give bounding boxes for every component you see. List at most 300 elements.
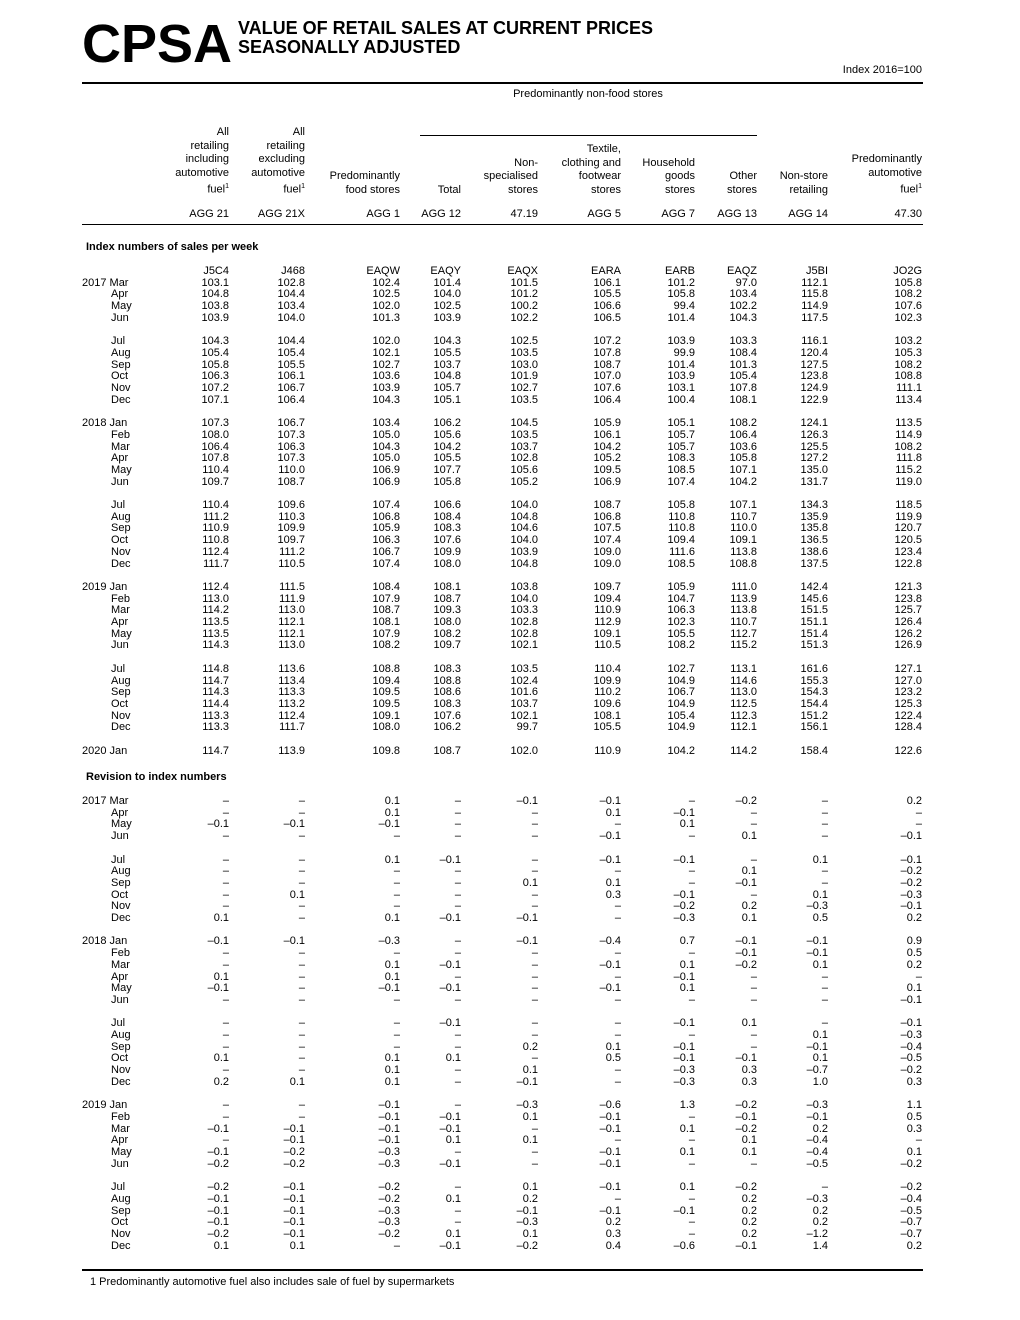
table-cell: 0.5 bbox=[605, 1052, 621, 1065]
table-cell: 0.1 bbox=[679, 1122, 695, 1135]
table-cell: – bbox=[222, 853, 229, 866]
table-cell: 104.4 bbox=[277, 335, 305, 348]
table-cell: 107.4 bbox=[593, 534, 621, 547]
table-cell: – bbox=[298, 947, 305, 960]
table-cell: 107.9 bbox=[372, 592, 400, 605]
table-row bbox=[0, 1241, 1020, 1253]
table-cell: 0.1 bbox=[384, 912, 400, 924]
table-cell: 127.1 bbox=[894, 662, 922, 675]
row-label: Apr bbox=[111, 806, 129, 819]
row-label: May bbox=[111, 627, 132, 640]
table-cell: –0.5 bbox=[806, 1157, 828, 1170]
table-cell: 106.3 bbox=[277, 440, 305, 453]
table-cell: 106.7 bbox=[667, 686, 695, 699]
table-cell: – bbox=[614, 1134, 621, 1147]
table-row bbox=[0, 1159, 1020, 1171]
table-row bbox=[0, 890, 1020, 902]
column-header-line: fuel$^1$ bbox=[207, 182, 229, 196]
table-cell: –0.1 bbox=[806, 935, 828, 948]
table-cell: –0.1 bbox=[673, 888, 695, 901]
row-label: Mar bbox=[111, 1122, 130, 1135]
table-cell: –0.1 bbox=[207, 818, 229, 831]
table-cell: 0.2 bbox=[741, 1204, 757, 1217]
table-cell: 113.3 bbox=[278, 686, 305, 699]
table-cell: 110.4 bbox=[202, 499, 229, 511]
table-cell: 105.8 bbox=[729, 452, 757, 465]
table-row bbox=[0, 348, 1020, 360]
table-cell: 1.1 bbox=[906, 1099, 922, 1112]
table-cell: 123.4 bbox=[894, 545, 922, 558]
table-cell: 108.5 bbox=[667, 557, 695, 570]
table-cell: 102.0 bbox=[510, 744, 538, 757]
table-cell: – bbox=[454, 1216, 461, 1229]
table-cell: – bbox=[454, 1181, 461, 1194]
table-cell: 106.3 bbox=[201, 370, 229, 383]
table-row bbox=[0, 796, 1020, 808]
table-cell: – bbox=[750, 818, 757, 831]
row-label: Apr bbox=[111, 1134, 129, 1147]
table-cell: – bbox=[222, 888, 229, 901]
title-line-1: VALUE OF RETAIL SALES AT CURRENT PRICES bbox=[238, 18, 654, 38]
table-cell: 0.1 bbox=[213, 1239, 229, 1252]
table-cell: 1.0 bbox=[812, 1075, 828, 1088]
table-cell: 125.5 bbox=[800, 440, 828, 453]
column-header bbox=[763, 127, 828, 197]
table-cell: 103.1 bbox=[667, 382, 695, 394]
column-header bbox=[406, 127, 461, 197]
table-cell: –0.1 bbox=[439, 1017, 461, 1030]
table-cell: 102.5 bbox=[372, 288, 400, 301]
table-cell: – bbox=[454, 865, 461, 878]
table-cell: 123.2 bbox=[894, 686, 922, 699]
table-cell: 103.9 bbox=[372, 382, 400, 394]
table-cell: EARA bbox=[591, 265, 621, 277]
table-cell: 103.3 bbox=[729, 335, 757, 348]
column-header bbox=[627, 127, 695, 197]
table-cell: 102.8 bbox=[510, 616, 538, 628]
row-label: 2017 Mar bbox=[82, 276, 129, 289]
table-cell: – bbox=[454, 935, 461, 948]
row-label: Jul bbox=[111, 1181, 126, 1194]
table-cell: 108.2 bbox=[894, 358, 922, 371]
row-label: 2020 Jan bbox=[82, 744, 128, 757]
column-header-line: All bbox=[292, 126, 305, 139]
table-cell: –0.1 bbox=[900, 900, 922, 913]
table-cell: 0.2 bbox=[741, 1227, 757, 1240]
table-cell: 110.4 bbox=[594, 662, 621, 675]
table-cell: –0.1 bbox=[207, 1204, 229, 1217]
table-cell: 110.4 bbox=[202, 463, 229, 476]
table-cell: –0.1 bbox=[599, 982, 621, 995]
table-cell: 127.0 bbox=[894, 674, 922, 687]
table-cell: –0.3 bbox=[516, 1099, 538, 1112]
table-cell: – bbox=[821, 830, 828, 843]
table-cell: 104.8 bbox=[510, 510, 538, 523]
index-base: Index 2016=100 bbox=[842, 64, 922, 76]
table-cell: 105.7 bbox=[433, 382, 461, 394]
table-cell: 0.1 bbox=[812, 1052, 828, 1065]
table-cell: 108.1 bbox=[729, 393, 757, 406]
table-cell: 107.8 bbox=[593, 346, 621, 359]
table-cell: 113.3 bbox=[202, 721, 229, 734]
table-cell: 114.7 bbox=[202, 674, 229, 687]
table-cell: 99.9 bbox=[673, 346, 695, 359]
table-cell: 105.0 bbox=[372, 428, 400, 441]
table-cell: 100.4 bbox=[667, 393, 695, 406]
table-row bbox=[0, 1030, 1020, 1042]
table-cell: 103.5 bbox=[510, 662, 538, 675]
table-cell: 0.1 bbox=[741, 912, 757, 924]
table-cell: – bbox=[454, 795, 461, 807]
row-label: Feb bbox=[111, 428, 130, 441]
table-cell: 110.8 bbox=[668, 510, 695, 523]
table-cell: 106.4 bbox=[729, 428, 757, 441]
table-row bbox=[0, 266, 1020, 278]
table-row bbox=[0, 430, 1020, 442]
row-label: Sep bbox=[111, 1040, 131, 1053]
table-cell: – bbox=[222, 958, 229, 971]
table-row bbox=[0, 808, 1020, 820]
table-cell: 154.3 bbox=[800, 686, 828, 699]
table-cell: 104.8 bbox=[510, 557, 538, 570]
table-cell: 109.9 bbox=[593, 674, 621, 687]
table-cell: –0.3 bbox=[673, 912, 695, 924]
table-cell: 105.8 bbox=[433, 475, 461, 488]
table-cell: – bbox=[688, 1110, 695, 1123]
table-cell: –0.4 bbox=[599, 935, 621, 948]
table-cell: – bbox=[821, 876, 828, 889]
title-line-2: SEASONALLY ADJUSTED bbox=[238, 37, 461, 57]
table-cell: 0.1 bbox=[605, 876, 621, 889]
table-row bbox=[0, 972, 1020, 984]
table-cell: – bbox=[688, 830, 695, 843]
table-cell: – bbox=[454, 900, 461, 913]
table-cell: – bbox=[531, 947, 538, 960]
table-cell: 114.9 bbox=[895, 428, 922, 441]
table-cell: 125.7 bbox=[894, 604, 922, 617]
table-cell: 122.9 bbox=[800, 393, 828, 406]
table-cell: 0.1 bbox=[679, 818, 695, 831]
table-cell: 109.3 bbox=[433, 604, 461, 617]
table-cell: –0.1 bbox=[900, 1017, 922, 1030]
table-cell: 136.5 bbox=[800, 534, 828, 547]
table-row bbox=[0, 1053, 1020, 1065]
table-cell: – bbox=[222, 1110, 229, 1123]
table-cell: 104.0 bbox=[433, 288, 461, 301]
table-cell: 108.4 bbox=[433, 510, 461, 523]
table-cell: 104.2 bbox=[433, 440, 461, 453]
table-row bbox=[0, 664, 1020, 676]
table-cell: 114.2 bbox=[730, 744, 757, 757]
table-cell: 105.5 bbox=[433, 452, 461, 465]
table-row bbox=[0, 477, 1020, 489]
table-cell: 0.9 bbox=[906, 935, 922, 948]
table-cell: 106.1 bbox=[593, 276, 621, 289]
table-cell: 101.4 bbox=[667, 358, 695, 371]
row-label: Sep bbox=[111, 358, 131, 371]
table-cell: – bbox=[393, 1040, 400, 1053]
table-cell: 107.1 bbox=[729, 499, 757, 511]
table-cell: –0.4 bbox=[806, 1134, 828, 1147]
table-cell: 107.4 bbox=[372, 557, 400, 570]
table-cell: 112.5 bbox=[730, 697, 757, 710]
table-cell: 105.8 bbox=[201, 358, 229, 371]
table-cell: 99.7 bbox=[516, 721, 538, 734]
table-cell: – bbox=[750, 970, 757, 983]
row-label: May bbox=[111, 463, 132, 476]
bottom-rule bbox=[82, 1269, 923, 1271]
table-cell: 102.5 bbox=[433, 300, 461, 313]
table-cell: –0.1 bbox=[673, 853, 695, 866]
table-cell: –0.2 bbox=[516, 1239, 538, 1252]
table-cell: –0.1 bbox=[378, 818, 400, 831]
table-cell: –0.2 bbox=[207, 1227, 229, 1240]
table-cell: 108.2 bbox=[667, 639, 695, 652]
table-row bbox=[0, 1217, 1020, 1229]
table-cell: –0.1 bbox=[673, 970, 695, 983]
table-cell: – bbox=[298, 970, 305, 983]
table-row bbox=[0, 383, 1020, 395]
table-cell: – bbox=[298, 830, 305, 843]
table-cell: 102.3 bbox=[667, 616, 695, 628]
table-cell: –0.1 bbox=[735, 1239, 757, 1252]
table-cell: –0.1 bbox=[516, 795, 538, 807]
column-header-line: Predominantly bbox=[851, 153, 922, 166]
table-cell: 103.2 bbox=[894, 335, 922, 348]
table-cell: 102.8 bbox=[510, 627, 538, 640]
table-cell: 0.2 bbox=[741, 1192, 757, 1205]
table-cell: – bbox=[298, 1052, 305, 1065]
table-cell: 106.4 bbox=[277, 393, 305, 406]
table-cell: –0.1 bbox=[283, 1192, 305, 1205]
table-cell: 105.3 bbox=[894, 346, 922, 359]
table-cell: 108.3 bbox=[433, 697, 461, 710]
table-cell: – bbox=[298, 795, 305, 807]
table-cell: – bbox=[614, 865, 621, 878]
table-cell: –0.5 bbox=[900, 1204, 922, 1217]
table-cell: 151.5 bbox=[800, 604, 828, 617]
table-cell: – bbox=[614, 1064, 621, 1077]
table-cell: 104.2 bbox=[729, 475, 757, 488]
table-row bbox=[0, 395, 1020, 407]
table-cell: –0.1 bbox=[900, 993, 922, 1006]
table-cell: 0.1 bbox=[812, 1029, 828, 1041]
table-cell: 131.7 bbox=[800, 475, 828, 488]
table-cell: 145.6 bbox=[800, 592, 828, 605]
table-row bbox=[0, 1229, 1020, 1241]
table-cell: –0.2 bbox=[673, 900, 695, 913]
table-cell: –0.1 bbox=[283, 818, 305, 831]
table-cell: 105.4 bbox=[201, 346, 229, 359]
table-cell: 114.6 bbox=[730, 674, 757, 687]
table-cell: 112.1 bbox=[278, 627, 305, 640]
table-cell: 113.1 bbox=[730, 662, 757, 675]
table-cell: 104.5 bbox=[510, 417, 538, 430]
table-cell: 135.0 bbox=[800, 463, 828, 476]
table-cell: 0.1 bbox=[384, 958, 400, 971]
table-cell: 111.5 bbox=[279, 580, 305, 593]
table-cell: 110.8 bbox=[202, 534, 229, 547]
column-header-line: All bbox=[216, 126, 229, 139]
table-cell: 0.1 bbox=[522, 1064, 538, 1077]
table-row bbox=[0, 1194, 1020, 1206]
table-cell: –0.2 bbox=[735, 958, 757, 971]
table-cell: – bbox=[222, 1040, 229, 1053]
table-cell: – bbox=[531, 830, 538, 843]
table-cell: – bbox=[298, 993, 305, 1006]
row-label: 2019 Jan bbox=[82, 1099, 128, 1112]
table-row bbox=[0, 500, 1020, 512]
row-label: Aug bbox=[111, 865, 131, 878]
table-row bbox=[0, 699, 1020, 711]
table-cell: 110.9 bbox=[594, 604, 621, 617]
table-cell: 0.3 bbox=[605, 1227, 621, 1240]
column-header bbox=[832, 127, 922, 197]
table-cell: 102.5 bbox=[510, 335, 538, 348]
table-row bbox=[0, 995, 1020, 1007]
table-cell: 108.8 bbox=[433, 674, 461, 687]
table-cell: 0.1 bbox=[522, 876, 538, 889]
table-cell: –0.2 bbox=[900, 1181, 922, 1194]
table-cell: –0.3 bbox=[378, 1204, 400, 1217]
top-rule bbox=[82, 82, 923, 84]
table-cell: 105.5 bbox=[593, 721, 621, 734]
table-cell: –0.6 bbox=[673, 1239, 695, 1252]
table-cell: 104.3 bbox=[201, 335, 229, 348]
table-cell: –0.1 bbox=[599, 1146, 621, 1158]
row-label: Apr bbox=[111, 288, 129, 301]
table-row bbox=[0, 1018, 1020, 1030]
table-cell: 109.6 bbox=[277, 499, 305, 511]
section-title: Index numbers of sales per week bbox=[86, 241, 259, 253]
section-title: Revision to index numbers bbox=[86, 771, 227, 783]
table-cell: 0.1 bbox=[289, 1239, 305, 1252]
table-cell: 0.2 bbox=[906, 795, 922, 807]
table-cell: EAQW bbox=[366, 265, 400, 277]
table-cell: 0.1 bbox=[384, 1052, 400, 1065]
table-cell: – bbox=[531, 993, 538, 1006]
column-header-line: Textile, bbox=[586, 143, 621, 156]
table-cell: –0.1 bbox=[283, 1181, 305, 1194]
table-cell: – bbox=[531, 1122, 538, 1135]
table-cell: 151.2 bbox=[800, 709, 828, 722]
table-cell: 105.4 bbox=[667, 709, 695, 722]
row-label: Jun bbox=[111, 311, 129, 324]
table-row bbox=[0, 936, 1020, 948]
table-cell: 134.3 bbox=[800, 499, 828, 511]
table-cell: JO2G bbox=[893, 265, 922, 277]
table-cell: 0.1 bbox=[445, 1227, 461, 1240]
table-cell: – bbox=[821, 818, 828, 831]
table-cell: 0.3 bbox=[906, 1075, 922, 1088]
table-cell: 103.9 bbox=[667, 370, 695, 383]
table-cell: –0.1 bbox=[283, 1122, 305, 1135]
table-cell: 105.9 bbox=[667, 580, 695, 593]
table-cell: 105.9 bbox=[372, 522, 400, 535]
table-cell: 104.8 bbox=[201, 288, 229, 301]
table-cell: 103.4 bbox=[277, 300, 305, 313]
table-cell: 108.7 bbox=[593, 358, 621, 371]
table-cell: 103.8 bbox=[201, 300, 229, 313]
table-cell: – bbox=[750, 993, 757, 1006]
row-label: Apr bbox=[111, 970, 129, 983]
table-cell: 108.8 bbox=[372, 662, 400, 675]
table-cell: 0.2 bbox=[522, 1040, 538, 1053]
table-cell: 106.8 bbox=[372, 510, 400, 523]
row-label: Jun bbox=[111, 993, 129, 1006]
table-cell: 113.0 bbox=[278, 639, 305, 652]
table-cell: 113.4 bbox=[895, 393, 922, 406]
table-cell: 112.1 bbox=[730, 721, 757, 734]
table-cell: – bbox=[531, 958, 538, 971]
table-cell: 0.1 bbox=[906, 982, 922, 995]
column-aggregate-code: AGG 21 bbox=[189, 208, 229, 220]
table-cell: – bbox=[750, 1029, 757, 1041]
row-label: 2017 Mar bbox=[82, 795, 129, 807]
table-cell: 103.0 bbox=[510, 358, 538, 371]
table-cell: – bbox=[821, 865, 828, 878]
table-cell: – bbox=[614, 818, 621, 831]
table-cell: – bbox=[222, 1064, 229, 1077]
table-cell: 104.9 bbox=[667, 674, 695, 687]
table-cell: 106.7 bbox=[277, 382, 305, 394]
table-cell: 123.8 bbox=[800, 370, 828, 383]
table-cell: 105.7 bbox=[667, 440, 695, 453]
table-cell: 112.3 bbox=[730, 709, 757, 722]
table-cell: 120.5 bbox=[894, 534, 922, 547]
table-cell: 125.3 bbox=[894, 697, 922, 710]
table-cell: – bbox=[531, 1029, 538, 1041]
table-cell: 103.6 bbox=[729, 440, 757, 453]
table-cell: 107.6 bbox=[433, 709, 461, 722]
table-cell: – bbox=[298, 1064, 305, 1077]
table-cell: 108.2 bbox=[894, 440, 922, 453]
row-label: 2018 Jan bbox=[82, 417, 128, 430]
table-cell: – bbox=[454, 947, 461, 960]
table-cell: 113.2 bbox=[278, 697, 305, 710]
table-cell: 104.0 bbox=[277, 311, 305, 324]
table-cell: 110.5 bbox=[278, 557, 305, 570]
table-cell: –0.1 bbox=[283, 1134, 305, 1147]
footnote-marker: 1 bbox=[301, 182, 305, 190]
table-cell: –0.2 bbox=[735, 795, 757, 807]
table-cell: 109.7 bbox=[433, 639, 461, 652]
table-cell: – bbox=[614, 993, 621, 1006]
table-cell: 106.9 bbox=[372, 463, 400, 476]
table-cell: 109.8 bbox=[372, 744, 400, 757]
table-cell: 113.5 bbox=[202, 616, 229, 628]
column-header-line: stores bbox=[508, 183, 538, 196]
table-cell: 113.9 bbox=[278, 744, 305, 757]
table-cell: – bbox=[750, 1040, 757, 1053]
table-cell: – bbox=[298, 853, 305, 866]
table-cell: –0.1 bbox=[207, 1216, 229, 1229]
table-cell: 103.9 bbox=[510, 545, 538, 558]
table-row bbox=[0, 640, 1020, 652]
table-cell: 102.1 bbox=[510, 639, 538, 652]
table-cell: 105.5 bbox=[277, 358, 305, 371]
table-cell: 108.0 bbox=[201, 428, 229, 441]
table-cell: –0.1 bbox=[599, 853, 621, 866]
table-cell: 97.0 bbox=[735, 276, 757, 289]
column-header-line: automotive bbox=[251, 166, 305, 179]
table-cell: 0.1 bbox=[522, 1134, 538, 1147]
column-header-line: stores bbox=[591, 183, 621, 196]
table-cell: – bbox=[393, 1029, 400, 1041]
dataset-code: CPSA bbox=[82, 14, 233, 74]
table-cell: 107.0 bbox=[593, 370, 621, 383]
table-row bbox=[0, 1135, 1020, 1147]
